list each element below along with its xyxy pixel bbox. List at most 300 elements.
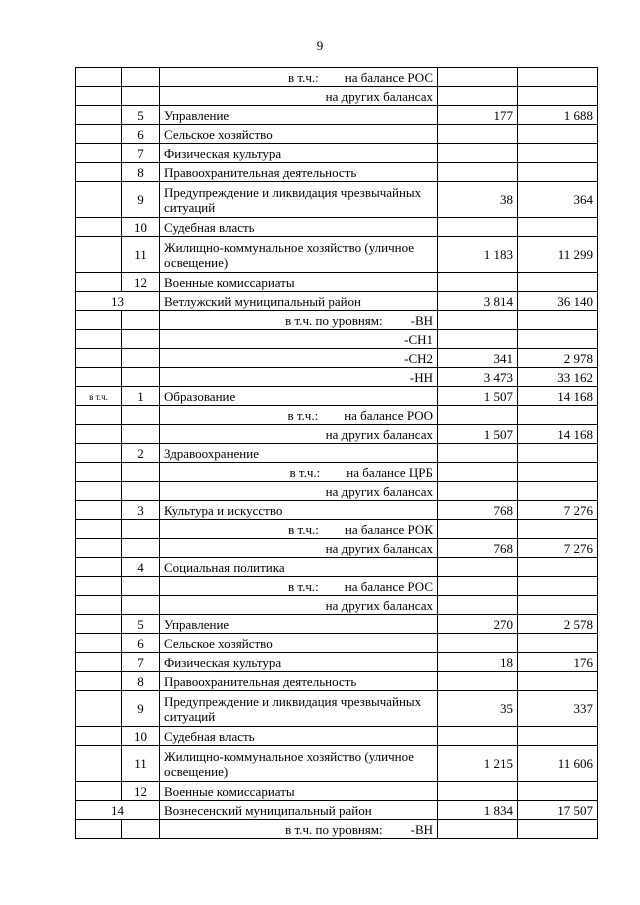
value-cell-1 [438, 444, 518, 463]
item-number: 9 [137, 192, 144, 207]
value-2: 11 606 [557, 756, 593, 771]
item-name: Правоохранительная деятельность [164, 164, 357, 180]
value-2: 33 162 [557, 369, 593, 385]
value-2: 176 [573, 654, 593, 670]
item-name-cell [160, 237, 438, 273]
item-number-cell [122, 539, 160, 558]
value-cell-2 [518, 801, 598, 820]
balance-label: на других балансах [325, 426, 433, 442]
item-number: 6 [137, 126, 144, 142]
table-row [76, 87, 598, 106]
balance-cell [160, 482, 438, 501]
table-row [76, 634, 598, 653]
value-cell-1 [438, 125, 518, 144]
value-cell-1 [438, 292, 518, 311]
table-row [76, 520, 598, 539]
value-cell-1 [438, 520, 518, 539]
item-number: 6 [137, 635, 144, 651]
item-name-cell [160, 292, 438, 311]
district-number: 13 [111, 293, 124, 309]
value-cell-1 [438, 273, 518, 292]
item-name-cell [160, 144, 438, 163]
table-row [76, 273, 598, 292]
value-cell-1 [438, 237, 518, 273]
item-name: Здравоохранение [164, 445, 259, 461]
item-name: Управление [164, 616, 230, 632]
value-cell-1 [438, 311, 518, 330]
value-cell-2 [518, 539, 598, 558]
value-cell-2 [518, 237, 598, 273]
value-cell-2 [518, 163, 598, 182]
item-number-cell [122, 237, 160, 273]
item-number-cell [122, 558, 160, 577]
scope-cell [76, 406, 122, 425]
value-cell-1 [438, 820, 518, 839]
value-cell-2 [518, 672, 598, 691]
value-cell-2 [518, 727, 598, 746]
value-2: 36 140 [557, 293, 593, 309]
value-2: 17 507 [557, 802, 593, 818]
item-name-cell [160, 444, 438, 463]
value-cell-2 [518, 653, 598, 672]
table-row [76, 144, 598, 163]
value-cell-1 [438, 349, 518, 368]
item-number-cell [122, 68, 160, 87]
value-cell-1 [438, 406, 518, 425]
item-number: 5 [137, 616, 144, 632]
value-cell-2 [518, 596, 598, 615]
item-name: Сельское хозяйство [164, 635, 273, 651]
value-cell-1 [438, 672, 518, 691]
item-number: 10 [134, 728, 147, 744]
value-cell-2 [518, 444, 598, 463]
item-number-cell [122, 746, 160, 782]
item-name-cell [160, 182, 438, 218]
item-number: 12 [134, 274, 147, 290]
item-number: 8 [137, 673, 144, 689]
district-number-cell [76, 801, 160, 820]
item-number-cell [122, 125, 160, 144]
scope-cell [76, 218, 122, 237]
value-1: 768 [493, 540, 513, 556]
item-number: 7 [137, 654, 144, 670]
value-cell-2 [518, 349, 598, 368]
scope-cell [76, 482, 122, 501]
value-cell-1 [438, 653, 518, 672]
value-cell-2 [518, 782, 598, 801]
item-name: Судебная власть [164, 219, 255, 235]
item-name: Военные комиссариаты [164, 783, 295, 799]
balance-cell [160, 425, 438, 444]
value-cell-2 [518, 218, 598, 237]
value-cell-2 [518, 615, 598, 634]
value-1: 270 [493, 616, 513, 632]
value-cell-2 [518, 292, 598, 311]
item-number-cell [122, 820, 160, 839]
item-name-cell [160, 218, 438, 237]
table-row [76, 237, 598, 273]
value-cell-1 [438, 106, 518, 125]
scope-cell [76, 425, 122, 444]
value-cell-1 [438, 68, 518, 87]
value-cell-1 [438, 163, 518, 182]
item-number-cell [122, 330, 160, 349]
balance-prefix: в т.ч.: [288, 578, 319, 594]
district-number-cell [76, 292, 160, 311]
voltage-level: -СН1 [404, 331, 433, 347]
item-number-cell [122, 482, 160, 501]
item-name-cell [160, 615, 438, 634]
scope-cell [76, 144, 122, 163]
item-name: Судебная власть [164, 728, 255, 744]
item-number-cell [122, 144, 160, 163]
value-2: 337 [573, 701, 593, 716]
table-row [76, 746, 598, 782]
value-1: 768 [493, 502, 513, 518]
voltage-level-cell [160, 311, 438, 330]
item-number-cell [122, 218, 160, 237]
table-row [76, 444, 598, 463]
value-cell-2 [518, 558, 598, 577]
value-1: 3 814 [483, 293, 513, 309]
balance-label: на балансе РОС [344, 578, 433, 594]
table-row [76, 691, 598, 727]
value-cell-2 [518, 691, 598, 727]
scope-cell [76, 653, 122, 672]
value-cell-1 [438, 727, 518, 746]
item-name: Физическая культура [164, 654, 282, 670]
table-row [76, 801, 598, 820]
levels-prefix: в т.ч. по уровням: [285, 312, 383, 328]
item-name: Вознесенский муниципальный район [164, 802, 372, 818]
item-number-cell [122, 634, 160, 653]
value-cell-2 [518, 125, 598, 144]
table-row [76, 615, 598, 634]
balance-label: на балансе РОК [344, 521, 433, 537]
value-cell-2 [518, 482, 598, 501]
balance-cell [160, 520, 438, 539]
scope-cell [76, 746, 122, 782]
value-1: 38 [500, 192, 513, 207]
table-row [76, 672, 598, 691]
table-row [76, 387, 598, 406]
value-2: 14 168 [557, 426, 593, 442]
item-number-cell [122, 596, 160, 615]
balance-cell [160, 68, 438, 87]
value-1: 35 [500, 701, 513, 716]
item-number-cell [122, 425, 160, 444]
balance-cell [160, 87, 438, 106]
value-cell-2 [518, 68, 598, 87]
item-name: Управление [164, 107, 230, 123]
value-cell-1 [438, 463, 518, 482]
scope-cell [76, 596, 122, 615]
table-row [76, 330, 598, 349]
item-name-cell [160, 727, 438, 746]
scope-cell [76, 163, 122, 182]
item-number-cell [122, 273, 160, 292]
value-cell-2 [518, 634, 598, 653]
scope-cell [76, 782, 122, 801]
table-row [76, 727, 598, 746]
item-number: 12 [134, 783, 147, 799]
value-cell-1 [438, 368, 518, 387]
item-number: 5 [137, 107, 144, 123]
balance-prefix: в т.ч.: [289, 464, 321, 480]
value-cell-1 [438, 87, 518, 106]
table-row [76, 182, 598, 218]
scope-cell [76, 501, 122, 520]
scope-cell [76, 577, 122, 596]
table-row [76, 425, 598, 444]
value-cell-2 [518, 577, 598, 596]
scope-cell [76, 820, 122, 839]
table-row [76, 653, 598, 672]
item-number-cell [122, 727, 160, 746]
value-1: 1 834 [483, 802, 513, 818]
item-number-cell [122, 444, 160, 463]
scope-cell [76, 125, 122, 144]
value-1: 177 [493, 107, 513, 123]
scope-cell [76, 463, 122, 482]
table-row [76, 125, 598, 144]
scope-cell [76, 558, 122, 577]
item-name: Правоохранительная деятельность [164, 673, 357, 689]
scope-cell [76, 311, 122, 330]
value-cell-1 [438, 182, 518, 218]
value-1: 1 215 [483, 756, 513, 771]
item-number-cell [122, 463, 160, 482]
value-cell-1 [438, 691, 518, 727]
balance-cell [160, 406, 438, 425]
item-name: Жилищно-коммунальное хозяйство (уличное освещение) [164, 239, 415, 270]
item-name-cell [160, 387, 438, 406]
scope-cell [76, 539, 122, 558]
scope-cell [76, 368, 122, 387]
table-row [76, 292, 598, 311]
table-row [76, 106, 598, 125]
value-cell-2 [518, 311, 598, 330]
table-row [76, 463, 598, 482]
item-number-cell [122, 577, 160, 596]
table-row [76, 596, 598, 615]
value-cell-2 [518, 406, 598, 425]
value-2: 1 688 [563, 107, 593, 123]
item-name-cell [160, 125, 438, 144]
table-row [76, 368, 598, 387]
value-1: 1 183 [483, 247, 513, 262]
item-name: Военные комиссариаты [164, 274, 295, 290]
value-cell-1 [438, 558, 518, 577]
value-cell-1 [438, 482, 518, 501]
value-cell-1 [438, 218, 518, 237]
table-row [76, 482, 598, 501]
item-name: Образование [164, 388, 236, 404]
item-number-cell [122, 615, 160, 634]
item-number-cell [122, 106, 160, 125]
voltage-level-cell [160, 368, 438, 387]
table-row [76, 349, 598, 368]
value-cell-1 [438, 425, 518, 444]
item-number-cell [122, 163, 160, 182]
table-row [76, 577, 598, 596]
value-2: 11 299 [557, 247, 593, 262]
item-name-cell [160, 634, 438, 653]
value-cell-2 [518, 425, 598, 444]
item-name: Социальная политика [164, 559, 285, 575]
item-number: 3 [137, 502, 144, 518]
value-cell-2 [518, 746, 598, 782]
value-1: 341 [493, 350, 513, 366]
value-1: 18 [500, 654, 513, 670]
value-cell-2 [518, 387, 598, 406]
item-name: Предупреждение и ликвидация чрезвычайных ситуаций [164, 184, 422, 215]
table-row [76, 558, 598, 577]
district-number: 14 [111, 802, 124, 818]
value-cell-1 [438, 782, 518, 801]
scope-label: в т.ч. [89, 391, 108, 402]
item-name: Жилищно-коммунальное хозяйство (уличное освещение) [164, 748, 415, 779]
value-1: 1 507 [483, 426, 513, 442]
item-name-cell [160, 163, 438, 182]
table-row [76, 406, 598, 425]
balance-prefix: в т.ч.: [287, 407, 319, 423]
balance-label: на балансе РОС [344, 69, 433, 85]
item-number: 4 [137, 559, 144, 575]
table-row [76, 539, 598, 558]
value-cell-2 [518, 501, 598, 520]
item-number-cell [122, 653, 160, 672]
value-cell-1 [438, 634, 518, 653]
table-row [76, 820, 598, 839]
balance-prefix: в т.ч.: [288, 521, 319, 537]
item-number: 8 [137, 164, 144, 180]
table-row [76, 501, 598, 520]
value-cell-2 [518, 520, 598, 539]
value-cell-2 [518, 273, 598, 292]
value-2: 2 978 [563, 350, 593, 366]
table-row [76, 68, 598, 87]
item-number-cell [122, 349, 160, 368]
voltage-level: -СН2 [404, 350, 433, 366]
value-cell-1 [438, 387, 518, 406]
item-number-cell [122, 501, 160, 520]
item-name-cell [160, 782, 438, 801]
item-name: Культура и искусство [164, 502, 283, 518]
item-number: 11 [134, 756, 147, 771]
value-cell-2 [518, 106, 598, 125]
item-number: 2 [137, 445, 144, 461]
value-cell-1 [438, 746, 518, 782]
scope-cell [76, 87, 122, 106]
value-2: 14 168 [557, 388, 593, 404]
balance-label: на других балансах [325, 597, 433, 613]
value-2: 7 276 [563, 502, 593, 518]
item-number-cell [122, 520, 160, 539]
table-row [76, 163, 598, 182]
value-cell-2 [518, 463, 598, 482]
item-number: 7 [137, 145, 144, 161]
value-cell-2 [518, 87, 598, 106]
item-name: Предупреждение и ликвидация чрезвычайных ситуаций [164, 693, 422, 724]
item-number-cell [122, 87, 160, 106]
scope-cell [76, 634, 122, 653]
value-cell-2 [518, 368, 598, 387]
voltage-level: -НН [409, 369, 433, 385]
value-1: 1 507 [483, 388, 513, 404]
scope-cell [76, 615, 122, 634]
scope-cell [76, 520, 122, 539]
item-name-cell [160, 501, 438, 520]
scope-cell [76, 727, 122, 746]
item-name: Ветлужский муниципальный район [164, 293, 362, 309]
scope-cell [76, 330, 122, 349]
value-cell-1 [438, 501, 518, 520]
scope-cell [76, 444, 122, 463]
balance-label: на балансе РОО [344, 407, 433, 423]
balance-label: на других балансах [325, 540, 433, 556]
value-cell-2 [518, 144, 598, 163]
scope-cell [76, 349, 122, 368]
voltage-level: -ВН [410, 312, 433, 328]
scope-cell [76, 68, 122, 87]
item-number-cell [122, 406, 160, 425]
item-name-cell [160, 672, 438, 691]
scope-cell [76, 237, 122, 273]
item-number-cell [122, 311, 160, 330]
scope-cell [76, 182, 122, 218]
value-cell-2 [518, 820, 598, 839]
balance-label: на других балансах [325, 88, 433, 104]
value-cell-1 [438, 539, 518, 558]
value-cell-1 [438, 144, 518, 163]
balance-cell [160, 577, 438, 596]
voltage-level: -ВН [410, 821, 433, 837]
scope-cell [76, 387, 122, 406]
voltage-level-cell [160, 330, 438, 349]
item-number-cell [122, 782, 160, 801]
balance-cell [160, 463, 438, 482]
item-number-cell [122, 182, 160, 218]
scope-cell [76, 672, 122, 691]
item-name-cell [160, 653, 438, 672]
value-cell-1 [438, 615, 518, 634]
levels-prefix: в т.ч. по уровням: [285, 821, 383, 837]
item-name-cell [160, 558, 438, 577]
voltage-level-cell [160, 349, 438, 368]
balance-label: на балансе ЦРБ [346, 464, 433, 480]
item-number: 1 [137, 388, 144, 404]
scope-cell [76, 691, 122, 727]
scope-cell [76, 106, 122, 125]
item-number: 11 [134, 247, 147, 262]
item-name-cell [160, 273, 438, 292]
value-cell-1 [438, 596, 518, 615]
table-row [76, 311, 598, 330]
item-name-cell [160, 746, 438, 782]
value-2: 2 578 [563, 616, 593, 632]
balance-prefix: в т.ч.: [288, 69, 319, 85]
table-row [76, 782, 598, 801]
balance-cell [160, 539, 438, 558]
item-name-cell [160, 691, 438, 727]
value-2: 7 276 [563, 540, 593, 556]
item-name: Физическая культура [164, 145, 282, 161]
value-1: 3 473 [483, 369, 513, 385]
item-number-cell [122, 368, 160, 387]
value-cell-2 [518, 330, 598, 349]
item-number-cell [122, 691, 160, 727]
